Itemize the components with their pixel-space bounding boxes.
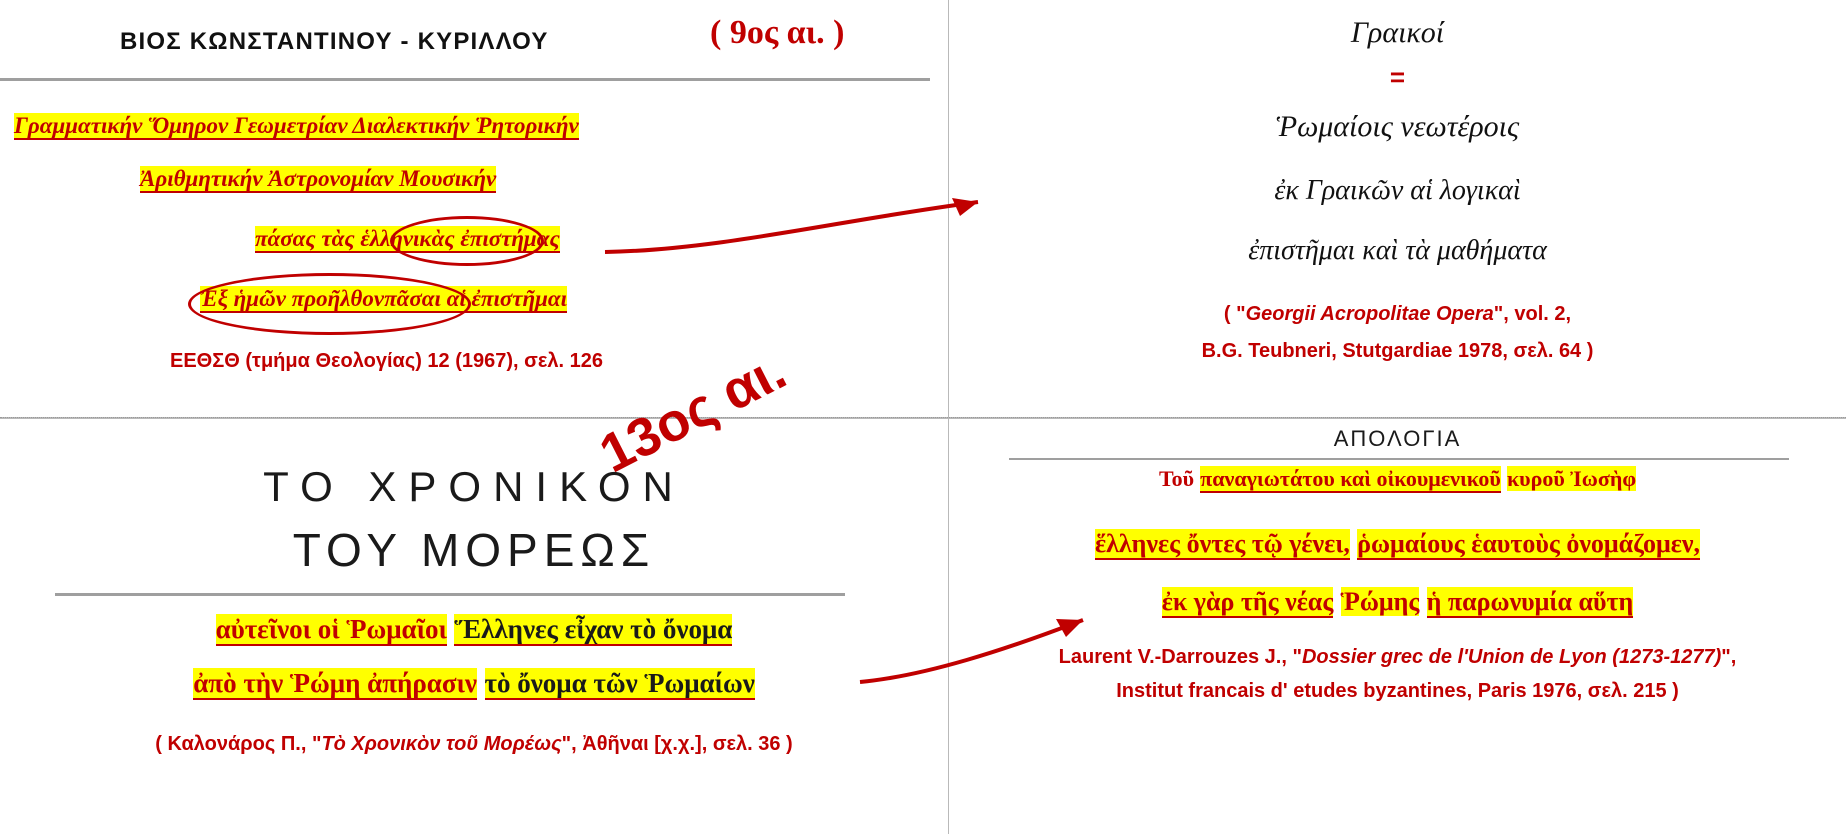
top-right-line-3: ἐκ Γραικῶν αἱ λογικαὶ bbox=[1274, 175, 1521, 206]
bottom-right-line-0 bbox=[949, 466, 1846, 492]
top-left-line-4-rest: πᾶσαι αἱ ἐπιστῆμαι bbox=[384, 286, 567, 311]
top-left-line-1 bbox=[14, 112, 579, 139]
bottom-right-line-0-part-b: παναγιωτάτου καὶ οἰκουμενικοῦ bbox=[1200, 466, 1501, 491]
top-right-equals-sign: = bbox=[1389, 62, 1406, 92]
citation-work-title: Dossier grec de l'Union de Lyon (1273-1277) bbox=[1301, 646, 1722, 668]
top-right-citation-line-1 bbox=[949, 303, 1846, 326]
citation-place-page: ", Ἀθῆναι [χ.χ.], σελ. 36 ) bbox=[561, 733, 793, 755]
bottom-right-rule bbox=[1009, 458, 1789, 460]
bottom-right-citation-line-1 bbox=[949, 646, 1846, 669]
bottom-right-citation-line-2: Institut francais d' etudes byzantines, Paris 1976, σελ. 215 ) bbox=[1116, 680, 1679, 702]
bottom-left-line-2-part-a: ἀπὸ τὴν Ῥώμη ἀπήρασιν bbox=[193, 668, 477, 698]
top-left-rule bbox=[0, 78, 930, 81]
bottom-left-citation bbox=[0, 733, 948, 756]
annotation-ellipse-ex-imon-proilthon bbox=[188, 273, 471, 335]
panel-top-left bbox=[0, 0, 948, 417]
panel-bottom-left bbox=[0, 418, 948, 834]
panel-bottom-right bbox=[949, 418, 1846, 834]
bottom-left-title-line-2: ΤΟΥ ΜΟΡΕΩΣ bbox=[292, 524, 656, 576]
top-left-citation: ΕΕΘΣΘ (τμήμα Θεολογίας) 12 (1967), σελ. 126 bbox=[170, 350, 603, 372]
bottom-left-line-2 bbox=[0, 668, 948, 699]
bottom-right-line-2 bbox=[949, 586, 1846, 617]
bottom-left-rule bbox=[55, 593, 845, 596]
bottom-left-title-line-1: ΤΟ ΧΡΟΝΙΚΟΝ bbox=[263, 463, 685, 510]
top-left-line-3-text: πάσας τὰς ἑλληνικὰς ἐπιστήμας bbox=[255, 226, 560, 251]
arrow-topleft-to-topright bbox=[600, 190, 1000, 260]
citation-work-title: Georgii Acropolitae Opera bbox=[1245, 303, 1494, 325]
top-right-line-1: Γραικοί bbox=[1350, 16, 1445, 49]
top-left-century-label: ( 9ος αι. ) bbox=[710, 14, 845, 51]
citation-volume: ", vol. 2, bbox=[1493, 303, 1572, 325]
top-left-line-2 bbox=[140, 165, 496, 192]
bottom-right-line-1-part-b: ῥωμαίους ἑαυτοὺς ὀνομάζομεν, bbox=[1357, 529, 1701, 558]
top-right-line-2: Ῥωμαίοις νεωτέροις bbox=[1275, 110, 1520, 143]
citation-open-paren: ( " bbox=[1223, 303, 1246, 325]
bottom-left-line-1-part-b: Ἕλληνες εἶχαν τὸ ὄνομα bbox=[454, 614, 733, 644]
bottom-right-line-0-part-c: κυροῦ Ἰωσὴφ bbox=[1506, 466, 1637, 491]
bottom-right-line-2-part-a: ἐκ γὰρ τῆς νέας bbox=[1161, 587, 1334, 616]
bottom-right-line-2-part-c: ἡ παρωνυμία αὕτη bbox=[1426, 587, 1634, 616]
bottom-left-line-1 bbox=[0, 614, 948, 645]
top-left-line-2-text: Ἀριθμητικήν Ἀστρονομίαν Μουσικήν bbox=[140, 166, 497, 191]
citation-authors: Laurent V.-Darrouzes J., " bbox=[1058, 646, 1302, 668]
top-left-line-4-circled-text: Ἐξ ἡμῶν προῆλθον bbox=[200, 286, 385, 311]
center-century-annotation: 13ος αι. bbox=[590, 340, 796, 485]
top-right-line-4: ἐπιστῆμαι καὶ τὰ μαθήματα bbox=[1248, 235, 1547, 266]
citation-work-title: Τὸ Χρονικὸν τοῦ Μορέως bbox=[321, 733, 562, 755]
bottom-right-line-1-part-a: ἕλληνες ὄντες τῷ γένει, bbox=[1094, 529, 1350, 558]
citation-author: ( Καλονάρος Π., " bbox=[155, 733, 322, 755]
panel-top-right bbox=[949, 0, 1846, 417]
annotation-ellipse-hellinikas bbox=[390, 216, 544, 266]
top-left-title: ΒΙΟΣ ΚΩΝΣΤΑΝΤΙΝΟΥ - ΚΥΡΙΛΛΟΥ bbox=[120, 28, 549, 55]
top-left-line-1-text: Γραμματικήν Ὅμηρον Γεωμετρίαν Διαλεκτικήν Ῥητορικήν bbox=[14, 113, 579, 138]
top-right-citation-line-2: B.G. Teubneri, Stutgardiae 1978, σελ. 64 ) bbox=[1201, 340, 1594, 362]
bottom-left-line-1-part-a: αὐτεῖνοι οἱ Ῥωμαῖοι bbox=[215, 614, 447, 644]
bottom-right-line-0-part-a: Τοῦ bbox=[1158, 466, 1195, 491]
bottom-right-title: ΑΠΟΛΟΓΙΑ bbox=[1333, 426, 1462, 451]
bottom-right-line-1 bbox=[949, 528, 1846, 559]
bottom-left-line-2-part-b: τὸ ὄνομα τῶν Ῥωμαίων bbox=[484, 668, 755, 698]
citation-close-quote: ", bbox=[1721, 646, 1737, 668]
bottom-right-line-2-part-b: Ῥώμης bbox=[1340, 587, 1420, 616]
